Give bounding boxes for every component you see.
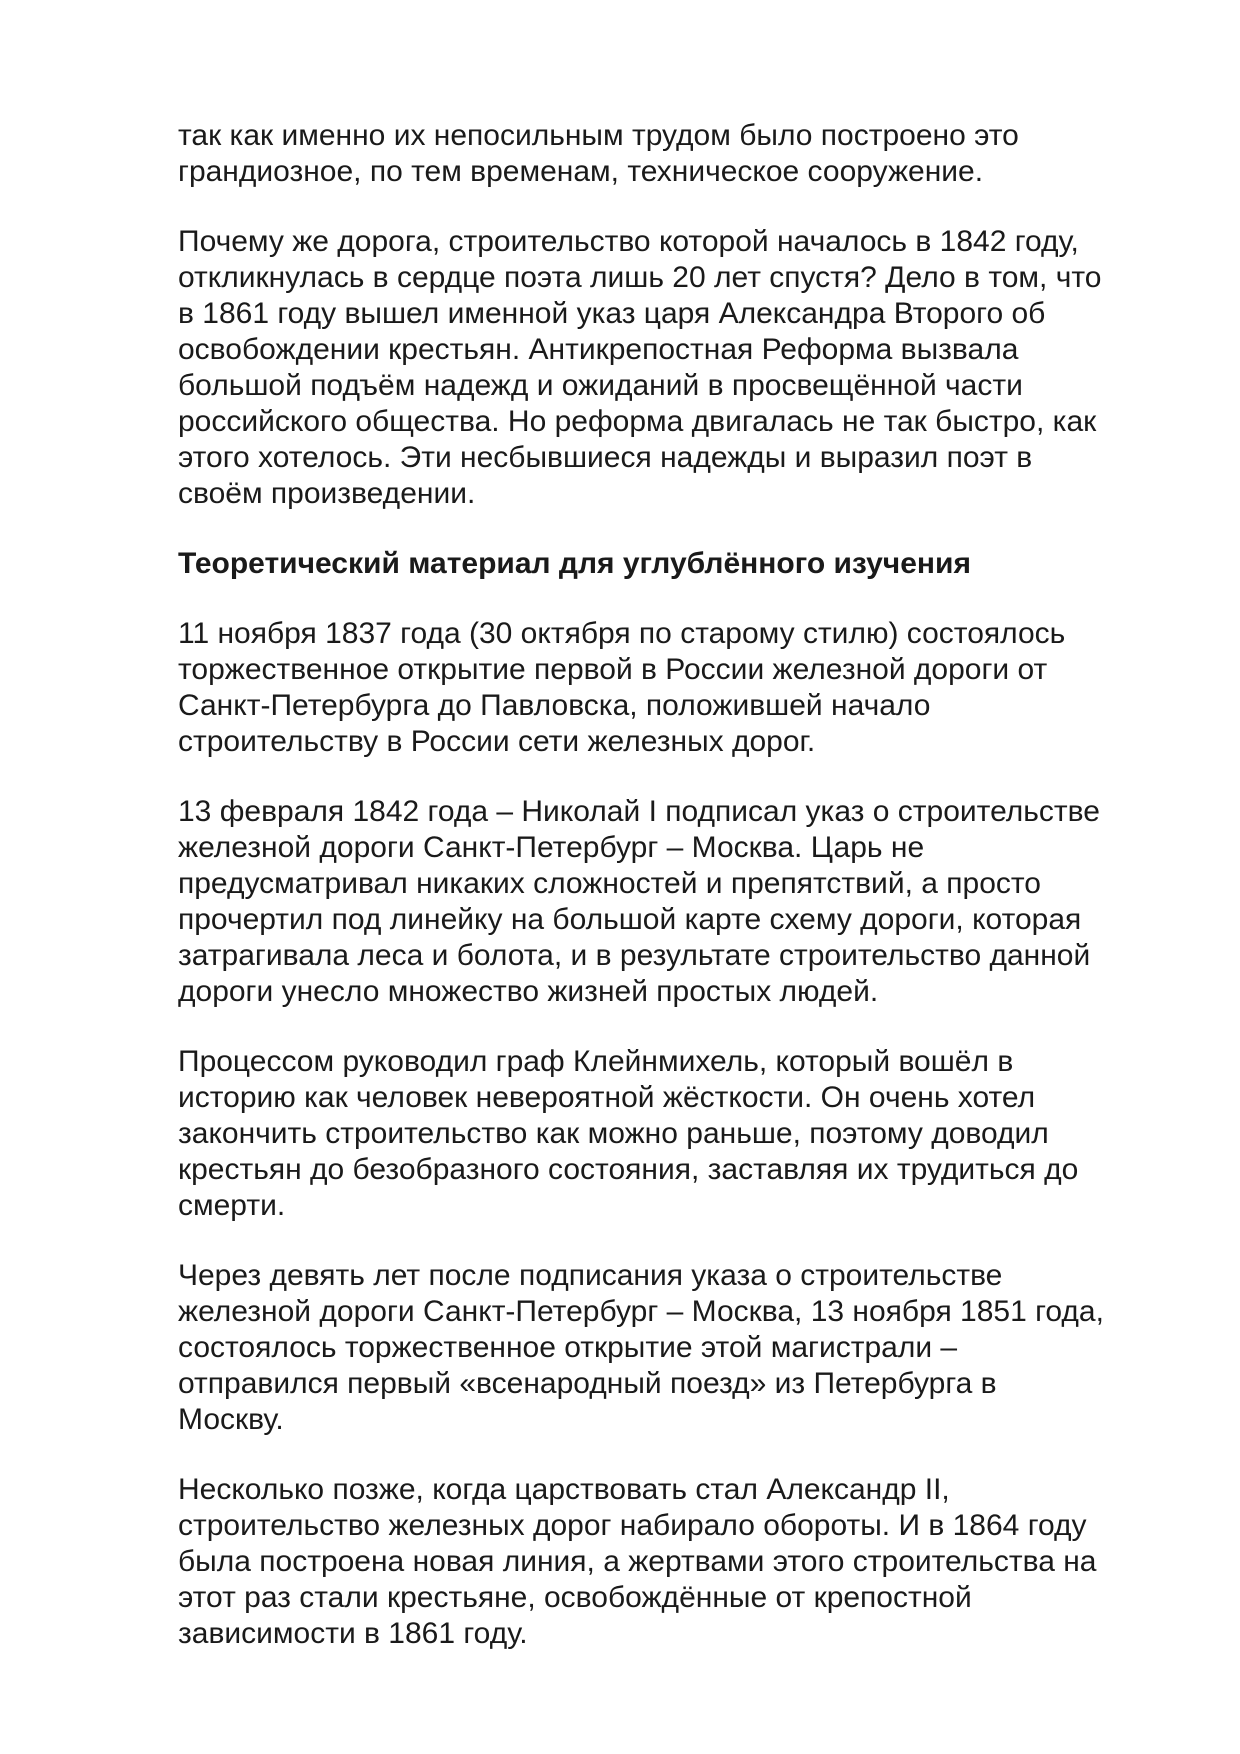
text-line: грандиозное, по тем временам, техническое сооружение. [178,155,984,188]
text-line: отправился первый «всенародный поезд» из Петербурга в [178,1367,997,1400]
text-line: дороги унесло множество жизней простых людей. [178,975,879,1008]
text-line: предусматривал никаких сложностей и препятствий, а просто [178,867,1041,900]
text-line: Процессом руководил граф Клейнмихель, который вошёл в [178,1045,1014,1078]
text-line: Несколько позже, когда царствовать стал Александр II, [178,1473,950,1506]
text-line: откликнулась в сердце поэта лишь 20 лет спустя? Дело в том, что [178,261,1102,294]
text-line: своём произведении. [178,477,476,510]
text-line: 11 ноября 1837 года (30 октября по старому стилю) состоялось [178,617,1066,650]
text-line: торжественное открытие первой в России железной дороги от [178,653,1048,686]
text-line: Москву. [178,1403,284,1436]
text-line: крестьян до безобразного состояния, заставляя их трудиться до [178,1153,1079,1186]
text-line: так как именно их непосильным трудом было построено это [178,119,1019,152]
text-line: железной дороги Санкт-Петербург – Москва. Царь не [178,831,925,864]
paragraph-1842 [178,794,1168,1010]
text-line: железной дороги Санкт-Петербург – Москва, 13 ноября 1851 года, [178,1295,1104,1328]
text-line: этот раз стали крестьяне, освобождённые от крепостной [178,1581,972,1614]
text-line: освобождении крестьян. Антикрепостная Реформа вызвала [178,333,1019,366]
text-line: Через девять лет после подписания указа о строительстве [178,1259,1003,1292]
text-line: строительству в России сети железных дорог. [178,725,816,758]
text-line: большой подъём надежд и ожиданий в просвещённой части [178,369,1023,402]
text-line: Почему же дорога, строительство которой началось в 1842 году, [178,225,1079,258]
text-line: в 1861 году вышел именной указ царя Александра Второго об [178,297,1046,330]
text-line: была построена новая линия, а жертвами этого строительства на [178,1545,1097,1578]
paragraph-kleinmichel [178,1044,1168,1224]
text-line: затрагивала леса и болота, и в результате строительство данной [178,939,1091,972]
text-line: зависимости в 1861 году. [178,1617,528,1650]
paragraph-1864 [178,1472,1168,1652]
text-line: прочертил под линейку на большой карте схему дороги, которая [178,903,1082,936]
paragraph-1851 [178,1258,1168,1438]
page-content [178,118,1168,1686]
text-line: Санкт-Петербурга до Павловска, положившей начало [178,689,931,722]
text-line: российского общества. Но реформа двигалась не так быстро, как [178,405,1097,438]
text-line: закончить строительство как можно раньше, поэтому доводил [178,1117,1049,1150]
paragraph-why-road [178,224,1168,512]
paragraph-intro [178,118,1168,190]
text-line: этого хотелось. Эти несбывшиеся надежды и выразил поэт в [178,441,1033,474]
text-line: строительство железных дорог набирало обороты. И в 1864 году [178,1509,1087,1542]
text-line: 13 февраля 1842 года – Николай I подписал указ о строительстве [178,795,1100,828]
paragraph-1837 [178,616,1168,760]
section-heading: Теоретический материал для углублённого изучения [178,547,971,580]
text-line: смерти. [178,1189,286,1222]
text-line: историю как человек невероятной жёсткости. Он очень хотел [178,1081,1036,1114]
text-line: состоялось торжественное открытие этой магистрали – [178,1331,958,1364]
